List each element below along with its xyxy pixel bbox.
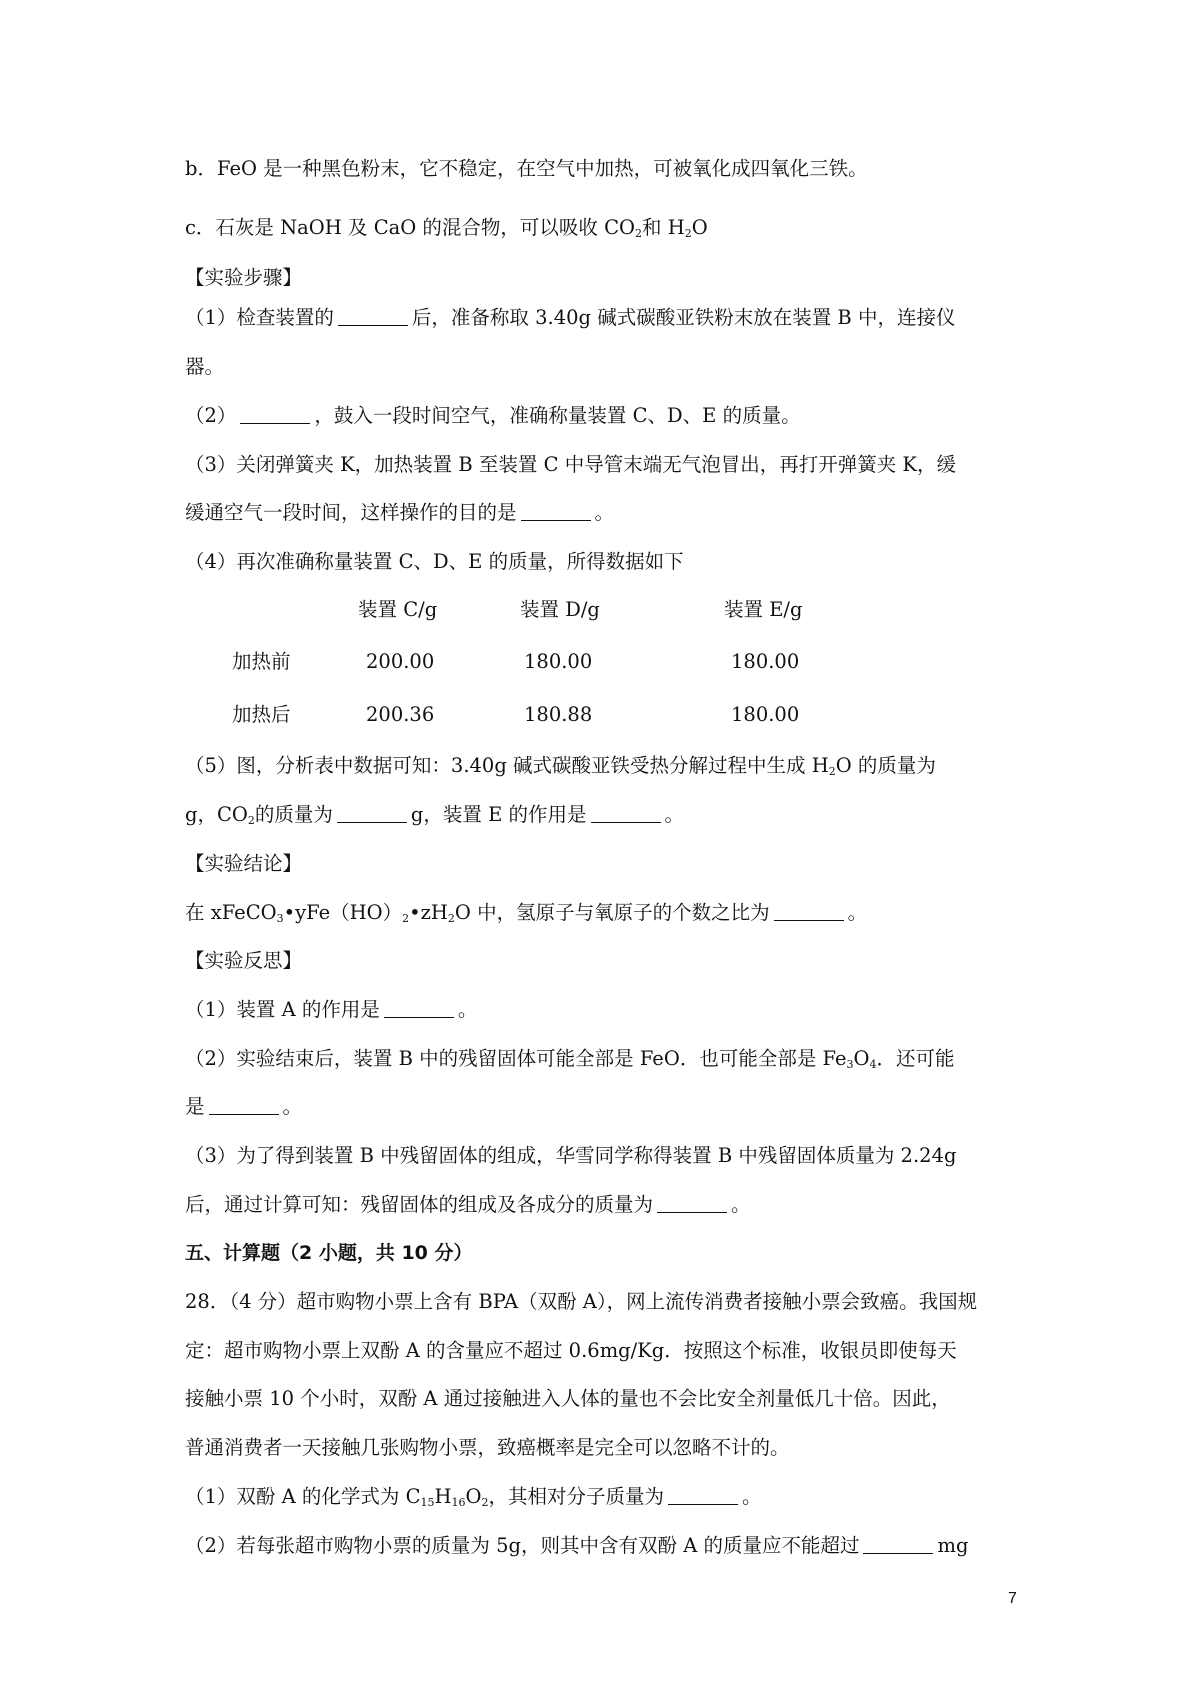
reflection-3-cont: 后，通过计算可知：残留固体的组成及各成分的质量为 。 [185, 1193, 751, 1216]
answer-blank[interactable] [591, 802, 661, 823]
answer-blank[interactable] [668, 1484, 738, 1505]
table-header: 装置 C/g [358, 598, 438, 621]
conclusion: 在 $xFeCO_3•yFe(HO)_2•zH_2O$ 中，氢原子与氧原子的个数之比为 。 [185, 901, 868, 925]
question-28-part1: （1）双酚 A 的化学式为 $C_{15}H_{16}O_2$，其相对分子质量为 。 [185, 1485, 762, 1509]
table-cell: 180.00 [731, 650, 800, 673]
answer-blank[interactable] [657, 1192, 727, 1213]
question-28-line4: 普通消费者一天接触几张购物小票，致癌概率是完全可以忽略不计的。 [185, 1436, 790, 1459]
page-number: 7 [1008, 1590, 1017, 1607]
table-cell: 180.00 [524, 650, 593, 673]
step-1-cont: 器。 [185, 355, 225, 378]
answer-blank[interactable] [338, 305, 408, 326]
step-3-cont: 缓通空气一段时间，这样操作的目的是 。 [185, 501, 615, 524]
table-row-label: 加热后 [232, 703, 291, 726]
note-b: b．FeO 是一种黑色粉末，它不稳定，在空气中加热，可被氧化成四氧化三铁。 [185, 157, 868, 180]
table-cell: 200.00 [366, 650, 435, 673]
answer-blank[interactable] [521, 500, 591, 521]
answer-blank[interactable] [774, 900, 844, 921]
step-4: （4）再次准确称量装置 C、D、E 的质量，所得数据如下 [185, 550, 684, 573]
step-2: （2） ，鼓入一段时间空气，准确称量装置 C、D、E 的质量。 [185, 404, 801, 427]
answer-blank[interactable] [209, 1094, 279, 1115]
step-5-cont: g，$CO_2$的质量为 g，装置 E 的作用是 。 [185, 803, 685, 827]
table-cell: 200.36 [366, 703, 435, 726]
question-28-line3: 接触小票 10 个小时，双酚 A 通过接触进入人体的量也不会比安全剂量低几十倍。因此， [185, 1387, 951, 1410]
question-28: 28．（4 分）超市购物小票上含有 BPA（双酚 A），网上流传消费者接触小票会致癌。我国规 [185, 1290, 978, 1313]
question-28-part2: （2）若每张超市购物小票的质量为 5g，则其中含有双酚 A 的质量应不能超过 mg [185, 1534, 969, 1557]
answer-blank[interactable] [863, 1533, 933, 1554]
steps-title: 【实验步骤】 [185, 266, 303, 289]
table-row-label: 加热前 [232, 650, 291, 673]
conclusion-title: 【实验结论】 [185, 852, 303, 875]
reflection-1: （1）装置 A 的作用是 。 [185, 998, 478, 1021]
table-cell: 180.88 [524, 703, 593, 726]
step-5: （5）图，分析表中数据可知：3.40g 碱式碳酸亚铁受热分解过程中生成 $H_2O$ 的质量为 [185, 754, 936, 778]
reflection-title: 【实验反思】 [185, 949, 303, 972]
reflection-3: （3）为了得到装置 B 中残留固体的组成，华雪同学称得装置 B 中残留固体质量为 2.24g [185, 1144, 957, 1167]
table-cell: 180.00 [731, 703, 800, 726]
section-heading: 五、计算题（2 小题，共 10 分） [185, 1242, 473, 1264]
reflection-2: （2）实验结束后，装置 B 中的残留固体可能全部是 FeO．也可能全部是 $Fe_3O_4$．还可能 [185, 1047, 955, 1071]
answer-blank[interactable] [240, 403, 310, 424]
table-header: 装置 D/g [520, 598, 600, 621]
question-28-line2: 定：超市购物小票上双酚 A 的含量应不超过 0.6mg/Kg．按照这个标准，收银员即使每天 [185, 1339, 957, 1362]
step-1: （1）检查装置的 后，准备称取 3.40g 碱式碳酸亚铁粉末放在装置 B 中，连接仪 [185, 306, 956, 329]
table-header: 装置 E/g [724, 598, 803, 621]
reflection-2-cont: 是 。 [185, 1095, 303, 1118]
step-3: （3）关闭弹簧夹 K，加热装置 B 至装置 C 中导管末端无气泡冒出，再打开弹簧夹 K，缓 [185, 453, 956, 476]
answer-blank[interactable] [384, 997, 454, 1018]
note-c: c．石灰是 NaOH 及 CaO 的混合物，可以吸收 $CO_2$和 $H_2O$ [185, 216, 708, 240]
answer-blank[interactable] [337, 802, 407, 823]
